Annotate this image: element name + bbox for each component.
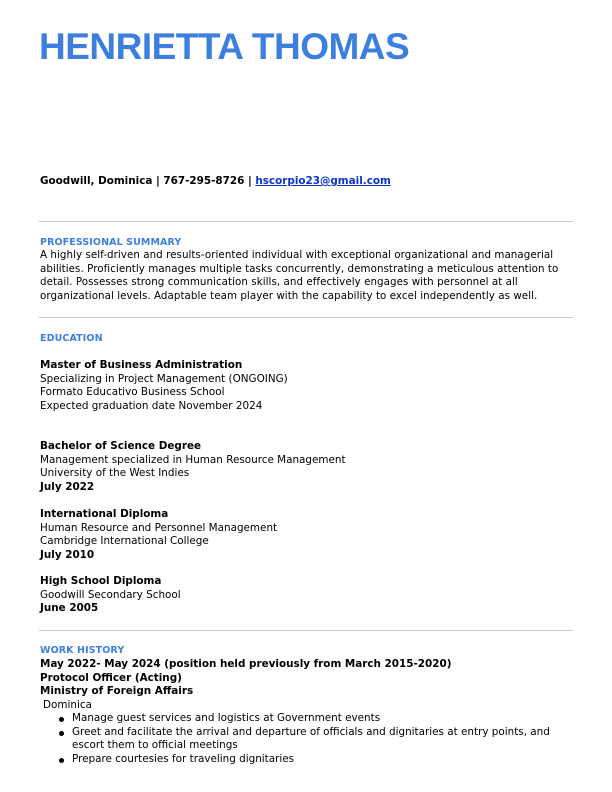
work-entry xyxy=(40,658,574,766)
degree-date: June 2005 xyxy=(40,602,99,614)
degree-detail: Expected graduation date November 2024 xyxy=(40,399,263,412)
work-period: May 2022- May 2024 (position held previously from March 2015-2020) xyxy=(40,658,452,670)
work-employer: Ministry of Foreign Affairs xyxy=(40,685,194,697)
duty-text: Prepare courtesies for traveling dignitaries xyxy=(72,752,295,765)
work-location: Dominica xyxy=(43,698,92,711)
degree-detail: Specializing in Project Management (ONGOING) xyxy=(40,372,288,385)
candidate-name: HENRIETTA THOMAS xyxy=(39,26,410,67)
degree-detail: Goodwill Secondary School xyxy=(40,588,181,601)
education-entry-mba xyxy=(40,359,288,413)
degree-title: High School Diploma xyxy=(40,575,162,587)
work-role: Protocol Officer (Acting) xyxy=(40,671,182,684)
degree-detail: University of the West Indies xyxy=(40,467,190,479)
duty-text: Manage guest services and logistics at Government events xyxy=(72,712,381,724)
education-entry-diploma xyxy=(40,508,277,562)
bullet-icon xyxy=(59,717,64,722)
list-item xyxy=(72,712,574,726)
email-link[interactable]: hscorpio23@gmail.com xyxy=(255,175,391,187)
education-entry-bsc xyxy=(40,440,346,494)
degree-title: Bachelor of Science Degree xyxy=(40,440,202,452)
education-entry-highschool xyxy=(40,575,181,616)
bullet-icon xyxy=(59,731,64,736)
education-heading: EDUCATION xyxy=(40,333,103,344)
work-duties xyxy=(40,712,574,766)
duty-text: Greet and facilitate the arrival and departure of officials and dignitaries at entry points, and escort them to official meetings xyxy=(72,725,550,751)
list-item xyxy=(72,726,574,753)
divider xyxy=(39,221,573,222)
degree-title: International Diploma xyxy=(40,508,169,520)
work-heading: WORK HISTORY xyxy=(40,645,125,656)
degree-detail: Management specialized in Human Resource Management xyxy=(40,453,346,466)
degree-date: July 2010 xyxy=(40,548,95,561)
summary-heading: PROFESSIONAL SUMMARY xyxy=(40,237,182,248)
divider xyxy=(39,630,573,631)
degree-title: Master of Business Administration xyxy=(40,359,243,371)
degree-detail: Human Resource and Personnel Management xyxy=(40,521,278,534)
summary-text: A highly self-driven and results-oriented individual with exceptional organizational and managerial abilities. Proficiently manages multiple tasks concurrently, demonstrating a meticulous attention to detail. Possesses strong communication skills, and effectively engages with personnel at all organizational levels. Adaptable team player with the capability to excel independently as well. xyxy=(40,249,559,302)
degree-detail: Formato Educativo Business School xyxy=(40,386,225,398)
list-item xyxy=(72,753,574,767)
degree-detail: Cambridge International College xyxy=(40,535,209,547)
contact-line xyxy=(40,175,391,188)
degree-date: July 2022 xyxy=(40,480,95,493)
divider xyxy=(39,317,573,318)
contact-text: Goodwill, Dominica | 767-295-8726 | xyxy=(40,175,252,187)
bullet-icon xyxy=(59,758,64,763)
